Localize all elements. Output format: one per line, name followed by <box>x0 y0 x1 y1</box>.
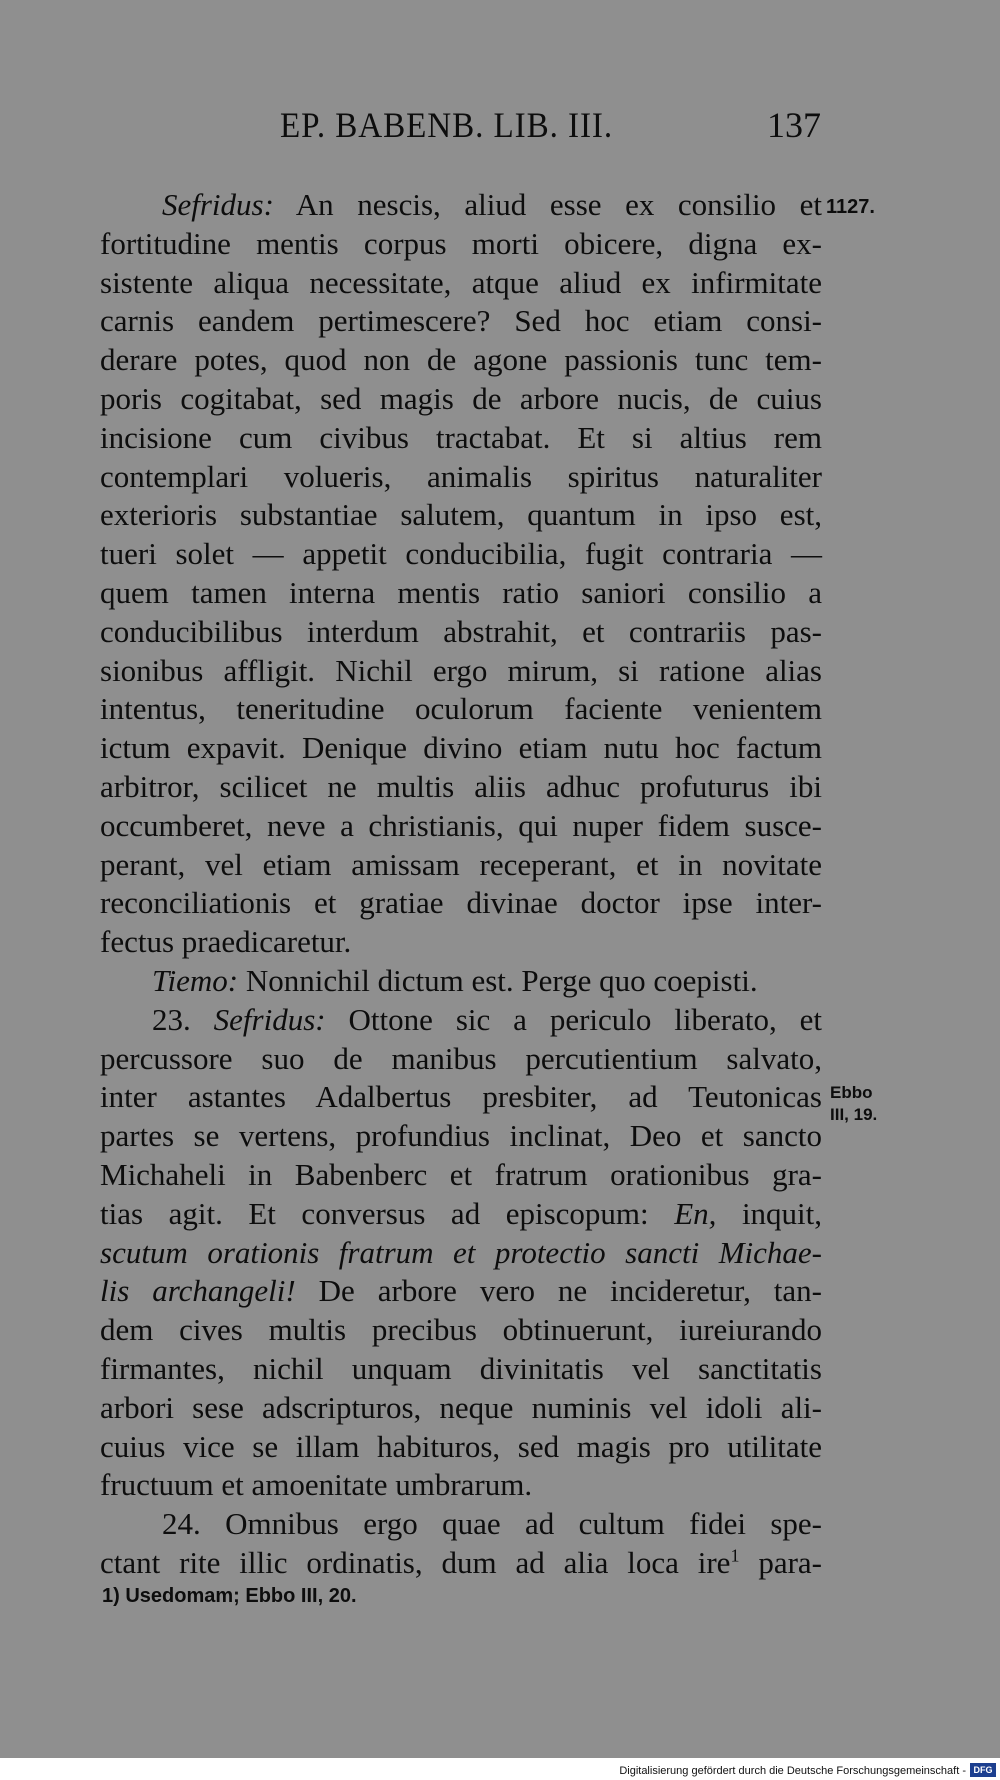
text-line: incisione cum civibus tractabat. Et si altius rem <box>100 419 822 455</box>
margin-ebbo-ref: III, 19. <box>830 1105 878 1124</box>
footnote: 1) Usedomam; Ebbo III, 20. <box>102 1585 357 1607</box>
page-header <box>0 100 1000 150</box>
text-line: conducibilibus interdum abstrahit, et contrariis pas- <box>100 613 822 649</box>
text-line: derare potes, quod non de agone passionis tunc tem- <box>100 342 822 378</box>
text-line: arbori sese adscripturos, neque numinis vel idoli ali- <box>100 1389 822 1425</box>
text-line: inter astantes Adalbertus presbiter, ad Teutonicas <box>100 1079 822 1115</box>
text-line: ctant rite illic ordinatis, dum ad alia loca ire$^1$ para- <box>100 1544 822 1580</box>
text-line: cuius vice se illam habituros, sed magis pro utilitate <box>100 1428 822 1464</box>
footnote-marker[interactable]: 1 <box>730 1545 740 1566</box>
text-line: quem tamen interna mentis ratio saniori consilio a <box>100 574 822 610</box>
digitization-footer <box>0 1758 1000 1780</box>
margin-year: 1127. <box>826 196 875 218</box>
text-line: arbitror, scilicet ne multis aliis adhuc profuturus ibi <box>100 768 822 804</box>
running-title: EP. BABENB. LIB. III. <box>280 105 614 145</box>
text-line: intentus, teneritudine oculorum faciente venientem <box>100 691 822 727</box>
text-line: tias agit. Et conversus ad episcopum: En, inquit, <box>100 1195 823 1231</box>
text-line: Michaheli in Babenberc et fratrum orationibus gra- <box>100 1156 822 1192</box>
margin-ebbo: Ebbo <box>830 1083 873 1102</box>
page-number: 137 <box>767 105 821 145</box>
text-line: scutum orationis fratrum et protectio sancti Michae- <box>100 1234 822 1270</box>
text-line: fectus praedicaretur. <box>100 924 352 960</box>
text-line: Tiemo: Nonnichil dictum est. Perge quo coepisti. <box>152 962 758 998</box>
text-line: occumberet, neve a christianis, qui nuper fidem susce- <box>100 807 822 843</box>
text-line: fortitudine mentis corpus morti obicere, digna ex- <box>100 225 822 261</box>
body-text <box>100 186 822 1583</box>
text-line: 23. Sefridus: Ottone sic a periculo liberato, et <box>152 1001 823 1037</box>
text-line: fructuum et amoenitate umbrarum. <box>100 1467 533 1503</box>
text-line: sistente aliqua necessitate, atque aliud ex infirmitate <box>100 264 822 300</box>
text-line: percussore suo de manibus percutientium salvato, <box>100 1040 822 1076</box>
text-line: reconciliationis et gratiae divinae doctor ipse inter- <box>100 885 822 921</box>
text-line: perant, vel etiam amissam receperant, et in novitate <box>100 846 822 882</box>
text-line: sionibus affligit. Nichil ergo mirum, si ratione alias <box>100 652 822 688</box>
funding-credit: Digitalisierung gefördert durch die Deutsche Forschungsgemeinschaft - <box>619 1765 966 1777</box>
text-line: contemplari volueris, animalis spiritus naturaliter <box>100 458 822 494</box>
text-line: firmantes, nichil unquam divinitatis vel sanctitatis <box>100 1350 822 1386</box>
text-line: dem cives multis precibus obtinuerunt, iureiurando <box>100 1312 822 1348</box>
dfg-logo[interactable]: DFG <box>970 1763 996 1777</box>
text-line: carnis eandem pertimescere? Sed hoc etiam consi- <box>100 303 822 339</box>
text-line: poris cogitabat, sed magis de arbore nucis, de cuius <box>100 380 822 416</box>
text-line: partes se vertens, profundius inclinat, Deo et sancto <box>100 1118 822 1154</box>
text-line: Sefridus: An nescis, aliud esse ex consilio et <box>162 187 822 222</box>
text-line: lis archangeli! De arbore vero ne incideretur, tan- <box>100 1273 823 1309</box>
text-line: 24. Omnibus ergo quae ad cultum fidei spe- <box>162 1506 822 1542</box>
text-line: exterioris substantiae salutem, quantum in ipso est, <box>100 497 822 533</box>
text-line: ictum expavit. Denique divino etiam nutu hoc factum <box>100 730 822 766</box>
text-line: tueri solet — appetit conducibilia, fugit contraria — <box>100 536 822 572</box>
